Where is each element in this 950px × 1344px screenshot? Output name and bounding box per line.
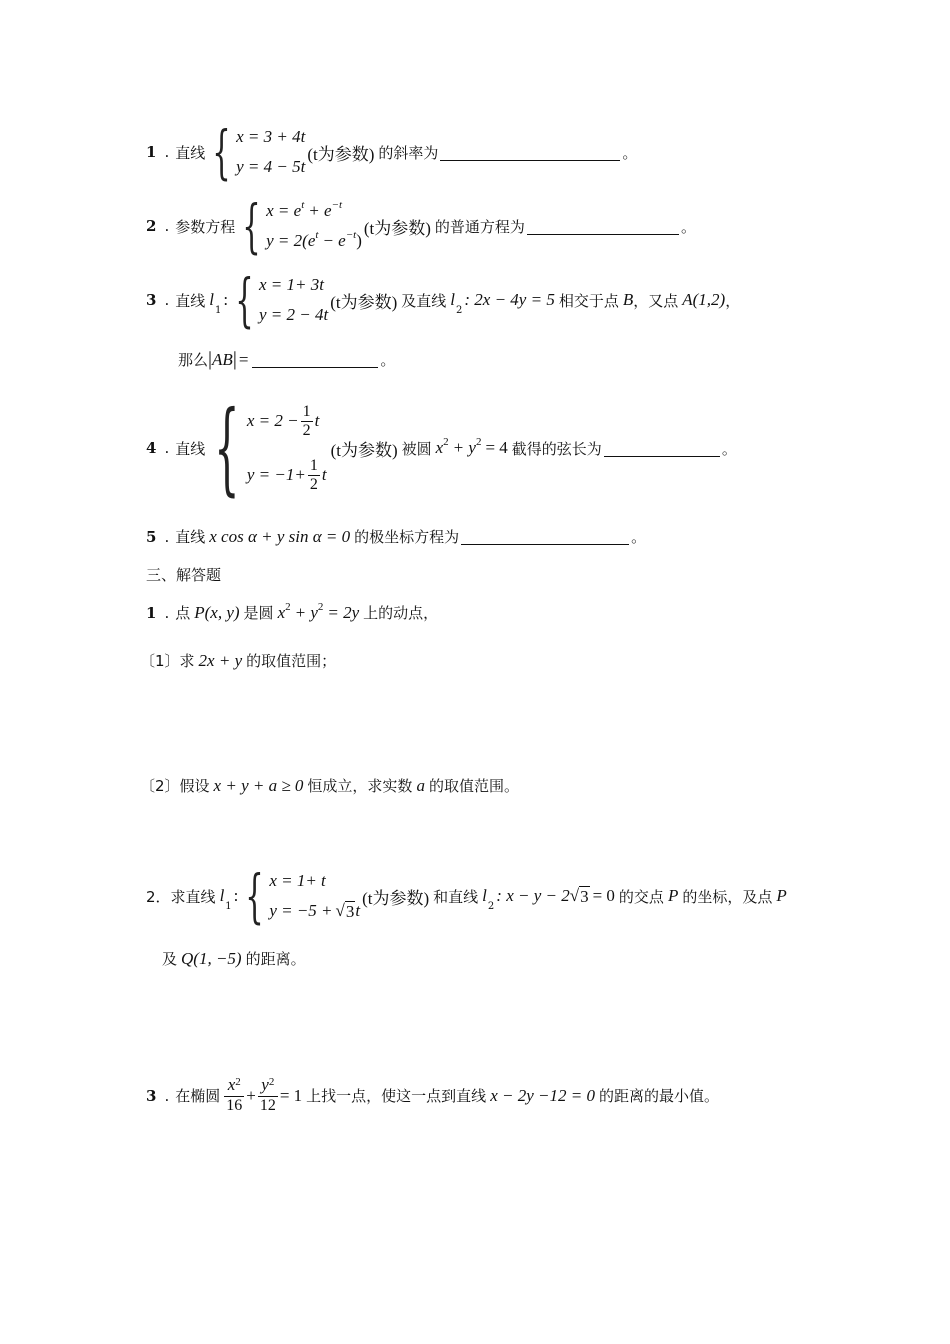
solve-problem-2-line2: 及 Q(1, −5) 的距离。 — [162, 948, 306, 968]
section-heading: 三、解答题 — [146, 566, 222, 584]
fill-question-1: 1 . 直线 { x = 3 + 4t y = 4 − 5t (t为参数) 的斜率为 。 — [146, 118, 638, 186]
left-brace-icon: { — [235, 266, 254, 334]
fill-question-5: 5 . 直线 x cos α + y sin α = 0 的极坐标方程为 。 — [146, 526, 647, 546]
solve-problem-1-part2: 〔2〕假设 x + y + a ≥ 0 恒成立，求实数 a 的取值范围。 — [140, 775, 519, 795]
solve-problem-3: 3 . 在椭圆 $\frac{x^2}{16}$ + $\frac{y^2}{12}$ = 1 上找一点，使这一点到直线 x − 2y −12 = 0 的距离的最小值。 — [146, 1075, 719, 1114]
equation-system: x = e t + e −t y = 2(e t − e −t ) — [266, 199, 362, 250]
fill-question-4: 4 . 直线 { x = 2 − $\frac{1}{2}$ t y = −1+ $\frac{1}{2}$ t (t为参数) 被圆 x 2 + y 2 = 4 截得的弦长为 。 — [146, 389, 737, 506]
fill-question-3-line2: 那么 | AB | = 。 — [178, 348, 396, 370]
solve-problem-1: 1 . 点 P(x, y) 是圆 x 2 + y 2 = 2y 上的动点， — [146, 600, 439, 622]
answer-blank[interactable] — [440, 144, 620, 161]
equation-system: x = 2 − $\frac{1}{2}$ t y = −1+ $\frac{1}{2}$ t — [246, 402, 327, 493]
answer-blank[interactable] — [461, 528, 629, 545]
left-brace-icon: { — [242, 192, 261, 260]
left-brace-icon: { — [245, 862, 265, 930]
solve-problem-1-part1: 〔1〕求 2x + y 的取值范围； — [140, 650, 337, 670]
left-brace-icon: { — [212, 118, 231, 186]
equation-system: x = 1+ 3t y = 2 − 4t — [258, 275, 329, 324]
equation-system: x = 1+ t y = −5 + √ 3 t — [269, 871, 361, 921]
equation-system: x = 3 + 4t y = 4 − 5t — [236, 127, 306, 176]
left-brace-icon: { — [214, 389, 240, 506]
solve-problem-2: 2． 求直线 l 1 : { x = 1+ t y = −5 + √ 3 t (t为参数) 和直线 l 2 : x − y − 2 √ 3 = 0 的交点 P 的坐标，及点 P — [146, 862, 787, 930]
answer-blank[interactable] — [527, 218, 679, 235]
fill-question-2: 2 . 参数方程 { x = e t + e −t y = 2(e t − e −t ) (t为参数) 的普通方程为 。 — [146, 192, 696, 260]
answer-blank[interactable] — [604, 440, 720, 457]
fill-question-3: 3 . 直线 l 1 : { x = 1+ 3t y = 2 − 4t (t为参数) 及直线 l 2 : 2x − 4y = 5 相交于点 B ，又点 A(1,2) ， — [146, 266, 741, 334]
answer-blank[interactable] — [252, 351, 378, 368]
